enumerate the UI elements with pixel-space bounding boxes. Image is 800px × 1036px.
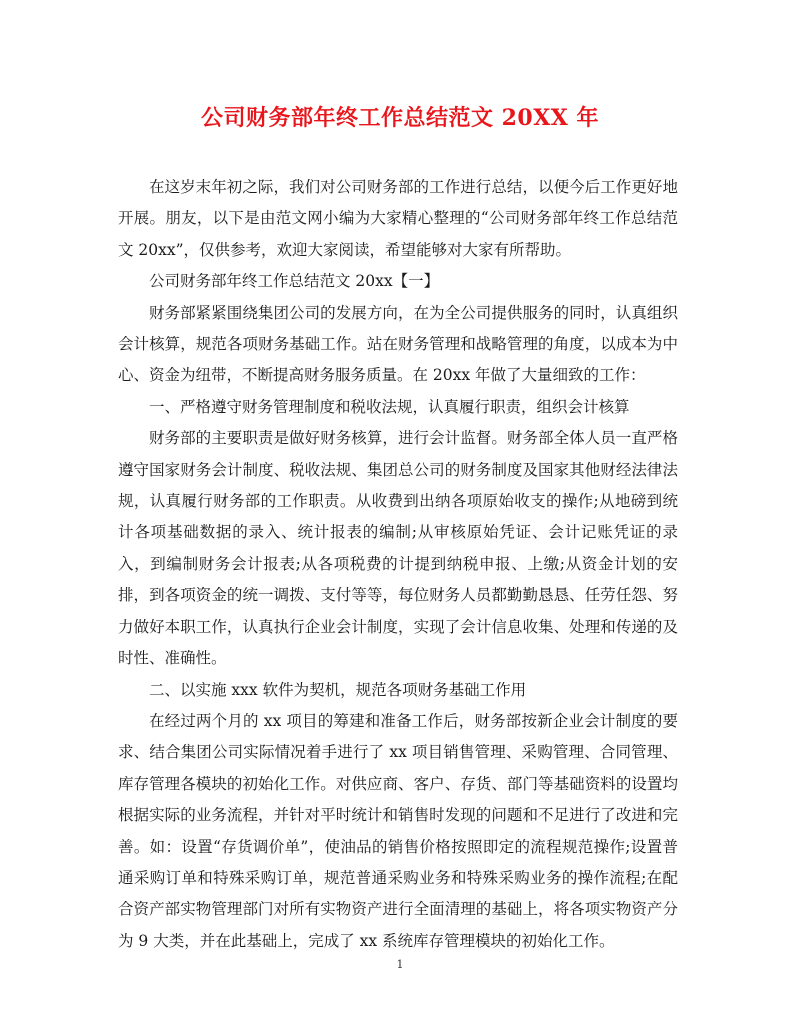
- paragraph-heading-one: 一、严格遵守财务管理制度和税收法规，认真履行职责，组织会计核算: [149, 397, 630, 416]
- paragraph-intro: 在这岁末年初之际，我们对公司财务部的工作进行总结，以便今后工作更好地开展。朋友，以下是由范文网小编为大家精心整理的“公司财务部年终工作总结范文 20xx”，仅供参考，欢迎大家阅读，希望能够对大家有所帮助。: [118, 178, 678, 259]
- paragraph-duties: 财务部的主要职责是做好财务核算，进行会计监督。财务部全体人员一直严格遵守国家财务会计制度、税收法规、集团总公司的财务制度及国家其他财经法律法规，认真履行财务部的工作职责。从收费到出纳各项原始收支的操作;从地磅到统计各项基础数据的录入、统计报表的编制;从审核原始凭证、会计记账凭证的录入，到编制财务会计报表;从各项税费的计提到纳税申报、上缴;从资金计划的安排，到各项资金的统一调拨、支付等等，每位财务人员都勤勤恳恳、任劳任怨、努力做好本职工作，认真执行企业会计制度，实现了会计信息收集、处理和传递的及时性、准确性。: [118, 429, 678, 668]
- paragraph-section-heading: 公司财务部年终工作总结范文 20xx【一】: [149, 272, 440, 291]
- paragraph-heading-two: 二、以实施 xxx 软件为契机，规范各项财务基础工作用: [149, 680, 527, 699]
- paragraph-software: 在经过两个月的 xx 项目的筹建和准备工作后，财务部按新企业会计制度的要求、结合集团公司实际情况着手进行了 xx 项目销售管理、采购管理、合同管理、库存管理各模块的初始化工作。对供应商、客户、存货、部门等基础资料的设置均根据实际的业务流程，并针对平时统计和销售时发现的问题和不足进行了改进和完善。如：设置“存货调价单”，使油品的销售价格按照即定的流程规范操作;设置普通采购订单和特殊采购订单，规范普通采购业务和特殊采购业务的操作流程;在配合资产部实物管理部门对所有实物资产进行全面清理的基础上，将各项实物资产分为 9 大类，并在此基础上，完成了 xx 系统库存管理模块的初始化工作。: [118, 711, 678, 950]
- document-title: 公司财务部年终工作总结范文 20XX 年: [200, 105, 600, 131]
- paragraph-overview: 财务部紧紧围绕集团公司的发展方向，在为全公司提供服务的同时，认真组织会计核算，规范各项财务基础工作。站在财务管理和战略管理的角度，以成本为中心、资金为纽带，不断提高财务服务质量。在 20xx 年做了大量细致的工作：: [118, 303, 678, 385]
- page-number: 1: [396, 958, 404, 971]
- document-body: [118, 172, 678, 957]
